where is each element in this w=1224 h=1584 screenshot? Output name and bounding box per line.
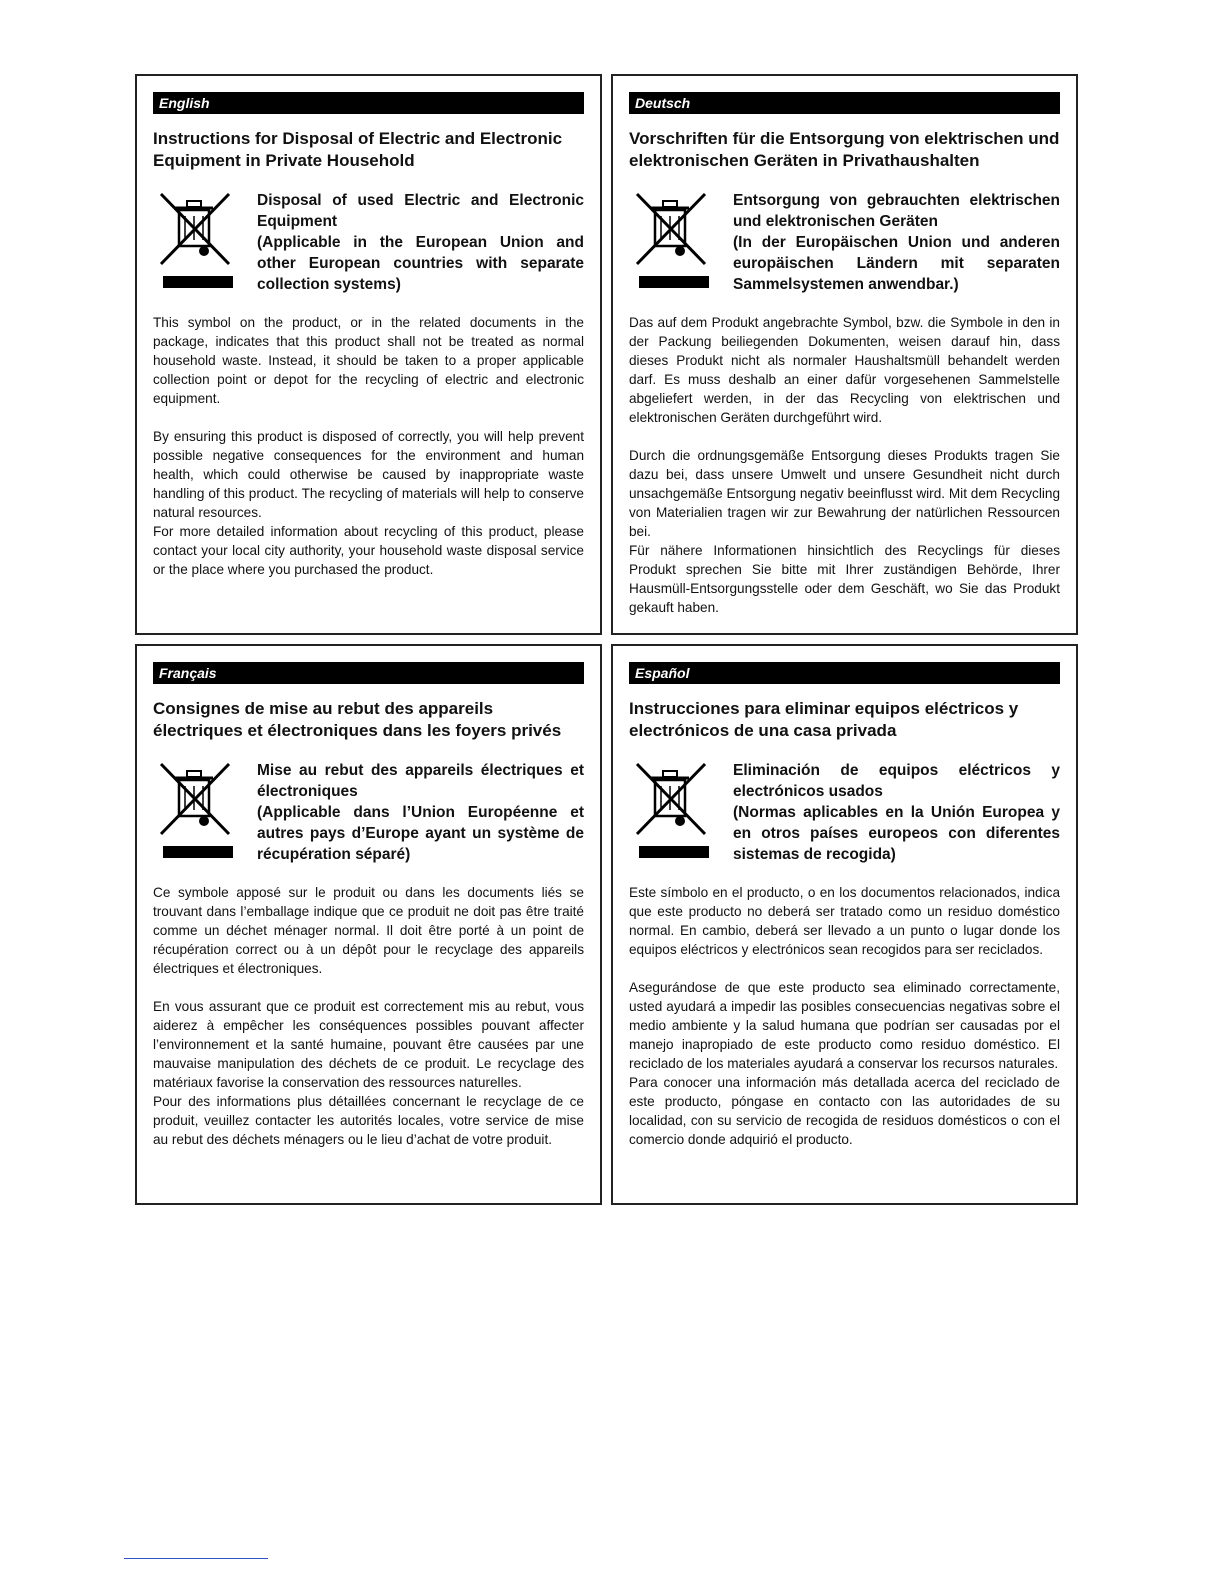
symbol-bar [639, 276, 709, 288]
paragraph-1: Das auf dem Produkt angebrachte Symbol, bzw. die Symbole in den in der Packung beiliegenden Dokumenten, weisen darauf hin, dass dieses Produkt nicht als normaler Haushaltsmüll behandelt werden darf. Es muss deshalb an einer dafür vorgesehenen Sammelstelle abgeliefert werden, in der das Recycling von elektrischen und elektronischen Geräten durchgeführt wird. [629, 315, 1060, 425]
symbol-row [629, 190, 1060, 295]
symbol-subtitle: (Applicable in the European Union and other European countries with separate collection systems) [257, 234, 584, 293]
crossed-bin-icon [629, 760, 713, 840]
weee-symbol [629, 190, 733, 295]
section-heading: Vorschriften für die Entsorgung von elektrischen und elektronischen Geräten in Privathaushalten [629, 129, 1060, 170]
paragraph-1: Este símbolo en el producto, o en los documentos relacionados, indica que este producto no deberá ser tratado como un residuo doméstico normal. En cambio, deberá ser llevado a un punto o lugar donde los equipos eléctricos y electrónicos sean recogidos para ser reciclados. [629, 885, 1060, 957]
section-heading: Instructions for Disposal of Electric and Electronic Equipment in Private Household [153, 129, 563, 170]
panel-francais [135, 644, 602, 1205]
symbol-caption [257, 190, 584, 295]
crossed-bin-icon [153, 760, 237, 840]
symbol-row [153, 190, 584, 295]
symbol-bar [163, 846, 233, 858]
symbol-title: Entsorgung von gebrauchten elektrischen und elektronischen Geräten [733, 192, 1060, 230]
symbol-bar [639, 846, 709, 858]
footer-rule [124, 1558, 268, 1559]
symbol-caption [733, 760, 1060, 865]
symbol-title: Disposal of used Electric and Electronic Equipment [257, 192, 584, 230]
panel-english [135, 74, 602, 635]
weee-symbol [153, 760, 257, 865]
symbol-caption [257, 760, 584, 865]
paragraph-2: Durch die ordnungsgemäße Entsorgung dieses Produkts tragen Sie dazu bei, dass unsere Umwelt und unsere Gesundheit nicht durch unsachgemäße Entsorgung negativ beeinflusst wird. Mit dem Recycling von Materialien tragen wir zur Bewahrung der natürlichen Ressourcen bei. [629, 448, 1060, 539]
paragraph-1: Ce symbole apposé sur le produit ou dans les documents liés se trouvant dans l’emballage indique que ce produit ne doit pas être traité comme un déchet ménager normal. Il doit être porté à un point de récupération correct ou à un dépôt pour le recyclage des appareils électriques et électroniques. [153, 885, 584, 976]
section-heading: Consignes de mise au rebut des appareils électriques et électroniques dans les foyers privés [153, 699, 562, 740]
paragraph-1: This symbol on the product, or in the related documents in the package, indicates that this product shall not be treated as normal household waste. Instead, it should be taken to a proper applicable collection point or depot for the recycling of electric and electronic equipment. [153, 315, 584, 406]
paragraph-2: By ensuring this product is disposed of correctly, you will help prevent possible negative consequences for the environment and human health, which could otherwise be caused by inappropriate waste handling of this product. The recycling of materials will help to conserve natural resources. [153, 429, 584, 520]
panel-deutsch [611, 74, 1078, 635]
paragraph-2: En vous assurant que ce produit est correctement mis au rebut, vous aiderez à empêcher les conséquences possibles pouvant affecter l’environnement et la santé humaine, pouvant être causées par une mauvaise manipulation des déchets de ce produit. Le recyclage des matériaux favorise la conservation des ressources naturelles. [153, 999, 584, 1090]
weee-symbol [629, 760, 733, 865]
section-heading: Instrucciones para eliminar equipos eléctricos y electrónicos de una casa privada [629, 699, 1019, 740]
language-label: English [153, 92, 584, 114]
symbol-row [629, 760, 1060, 865]
symbol-subtitle: (In der Europäischen Union und anderen europäischen Ländern mit separaten Sammelsystemen anwendbar.) [733, 234, 1060, 293]
symbol-subtitle: (Applicable dans l’Union Européenne et autres pays d’Europe ayant un système de récupération séparé) [257, 804, 584, 863]
paragraph-2: Asegurándose de que este producto sea eliminado correctamente, usted ayudará a impedir las posibles consecuencias negativas sobre el medio ambiente y la salud humana que podrían ser causadas por el manejo inapropiado de este producto como residuo doméstico. El reciclado de los materiales ayudará a conservar los recursos naturales. [629, 980, 1060, 1071]
paragraph-3: For more detailed information about recycling of this product, please contact your local city authority, your household waste disposal service or the place where you purchased the product. [153, 524, 584, 577]
crossed-bin-icon [629, 190, 713, 270]
paragraph-3: Pour des informations plus détaillées concernant le recyclage de ce produit, veuillez contacter les autorités locales, votre service de mise au rebut des déchets ménagers ou le lieu d’achat de votre produit. [153, 1094, 584, 1147]
language-label: Deutsch [629, 92, 1060, 114]
language-label: Français [153, 662, 584, 684]
paragraph-3: Para conocer una información más detallada acerca del reciclado de este producto, póngase en contacto con las autoridades de su localidad, con su servicio de recogida de residuos domésticos o con el comercio donde adquirió el producto. [629, 1075, 1060, 1147]
panel-espanol [611, 644, 1078, 1205]
paragraph-3: Für nähere Informationen hinsichtlich des Recyclings für dieses Produkt sprechen Sie bitte mit Ihrer zuständigen Behörde, Ihrer Hausmüll-Entsorgungsstelle oder dem Geschäft, wo Sie das Produkt gekauft haben. [629, 543, 1060, 615]
symbol-row [153, 760, 584, 865]
crossed-bin-icon [153, 190, 237, 270]
symbol-caption [733, 190, 1060, 295]
weee-symbol [153, 190, 257, 295]
language-label: Español [629, 662, 1060, 684]
symbol-bar [163, 276, 233, 288]
symbol-title: Mise au rebut des appareils électriques et électroniques [257, 762, 584, 800]
symbol-subtitle: (Normas aplicables en la Unión Europea y en otros países europeos con diferentes sistemas de recogida) [733, 804, 1060, 863]
symbol-title: Eliminación de equipos eléctricos y electrónicos usados [733, 762, 1060, 800]
